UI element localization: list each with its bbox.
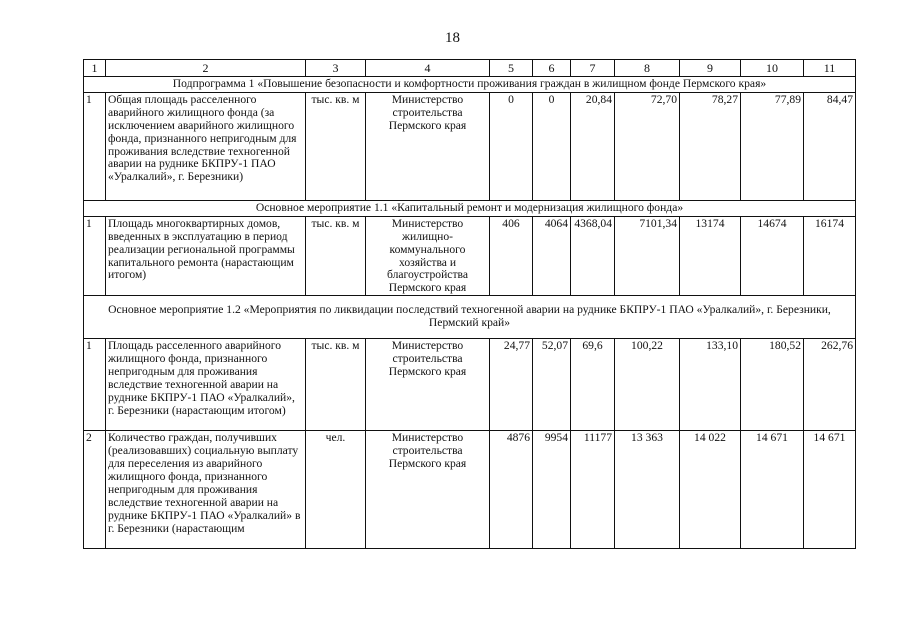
section-header-row [84, 296, 856, 339]
activity-title: Основное мероприятие 1.2 «Мероприятия по ликвидации последствий техногенной аварии на руднике БКПРУ-1 ПАО «Уралкалий», г. Березники, Пермский край» [84, 296, 856, 339]
column-number-row [84, 60, 856, 77]
row-number: 1 [84, 339, 106, 431]
column-number: 1 [84, 60, 106, 77]
value-cell: 16174 [804, 216, 856, 295]
indicator-name: Площадь многоквартирных домов, введенных в эксплуатацию в период реализации региональной программы капитального ремонта (нарастающим итогом) [106, 216, 306, 295]
column-number: 8 [615, 60, 680, 77]
value-cell: 69,6 [571, 339, 615, 431]
value-cell: 11177 [571, 431, 615, 549]
column-number: 5 [490, 60, 533, 77]
value-cell: 20,84 [571, 92, 615, 200]
section-header-row [84, 77, 856, 93]
value-cell: 4368,04 [571, 216, 615, 295]
activity-title: Основное мероприятие 1.1 «Капитальный ремонт и модернизация жилищного фонда» [84, 200, 856, 216]
value-cell: 24,77 [490, 339, 533, 431]
value-cell: 0 [490, 92, 533, 200]
responsible-organization: Министерство строительства Пермского края [366, 431, 490, 549]
page-number: 18 [445, 30, 460, 46]
column-number: 9 [680, 60, 741, 77]
row-number: 1 [84, 216, 106, 295]
table-row [84, 92, 856, 200]
indicator-name: Количество граждан, получивших (реализовавших) социальную выплату для переселения из аварийного жилищного фонда, признанного непригодным для проживания вследствие техногенной аварии на руднике БКПРУ-1 ПАО «Уралкалий» в г. Березники (нарастающим [106, 431, 306, 549]
column-number: 7 [571, 60, 615, 77]
subprogram-title: Подпрограмма 1 «Повышение безопасности и комфортности проживания граждан в жилищном фонде Пермского края» [84, 77, 856, 93]
indicator-name: Площадь расселенного аварийного жилищного фонда, признанного непригодным для проживания вследствие техногенной аварии на руднике БКПРУ-1 ПАО «Уралкалий», г. Березники (нарастающим итогом) [106, 339, 306, 431]
responsible-organization: Министерство жилищно-коммунального хозяйства и благоустройства Пермского края [366, 216, 490, 295]
row-number: 2 [84, 431, 106, 549]
value-cell: 13174 [680, 216, 741, 295]
value-cell: 4876 [490, 431, 533, 549]
value-cell: 13 363 [615, 431, 680, 549]
indicators-table [83, 59, 856, 549]
column-number: 10 [741, 60, 804, 77]
value-cell: 84,47 [804, 92, 856, 200]
column-number: 6 [533, 60, 571, 77]
value-cell: 133,10 [680, 339, 741, 431]
indicator-name: Общая площадь расселенного аварийного жилищного фонда (за исключением аварийного жилищного фонда, признанного непригодным для проживания вследствие техногенной аварии на руднике БКПРУ-1 ПАО «Уралкалий», г. Березники) [106, 92, 306, 200]
unit-of-measure: тыс. кв. м [306, 339, 366, 431]
value-cell: 406 [490, 216, 533, 295]
value-cell: 9954 [533, 431, 571, 549]
column-number: 2 [106, 60, 306, 77]
value-cell: 78,27 [680, 92, 741, 200]
value-cell: 100,22 [615, 339, 680, 431]
value-cell: 14 022 [680, 431, 741, 549]
unit-of-measure: тыс. кв. м [306, 92, 366, 200]
value-cell: 14 671 [804, 431, 856, 549]
responsible-organization: Министерство строительства Пермского края [366, 339, 490, 431]
column-number: 11 [804, 60, 856, 77]
value-cell: 52,07 [533, 339, 571, 431]
value-cell: 14 671 [741, 431, 804, 549]
table-row [84, 431, 856, 549]
row-number: 1 [84, 92, 106, 200]
unit-of-measure: тыс. кв. м [306, 216, 366, 295]
column-number: 4 [366, 60, 490, 77]
table-row [84, 339, 856, 431]
responsible-organization: Министерство строительства Пермского края [366, 92, 490, 200]
value-cell: 4064 [533, 216, 571, 295]
column-number: 3 [306, 60, 366, 77]
value-cell: 77,89 [741, 92, 804, 200]
section-header-row [84, 200, 856, 216]
value-cell: 262,76 [804, 339, 856, 431]
value-cell: 0 [533, 92, 571, 200]
table-row [84, 216, 856, 295]
value-cell: 7101,34 [615, 216, 680, 295]
value-cell: 72,70 [615, 92, 680, 200]
value-cell: 14674 [741, 216, 804, 295]
value-cell: 180,52 [741, 339, 804, 431]
unit-of-measure: чел. [306, 431, 366, 549]
